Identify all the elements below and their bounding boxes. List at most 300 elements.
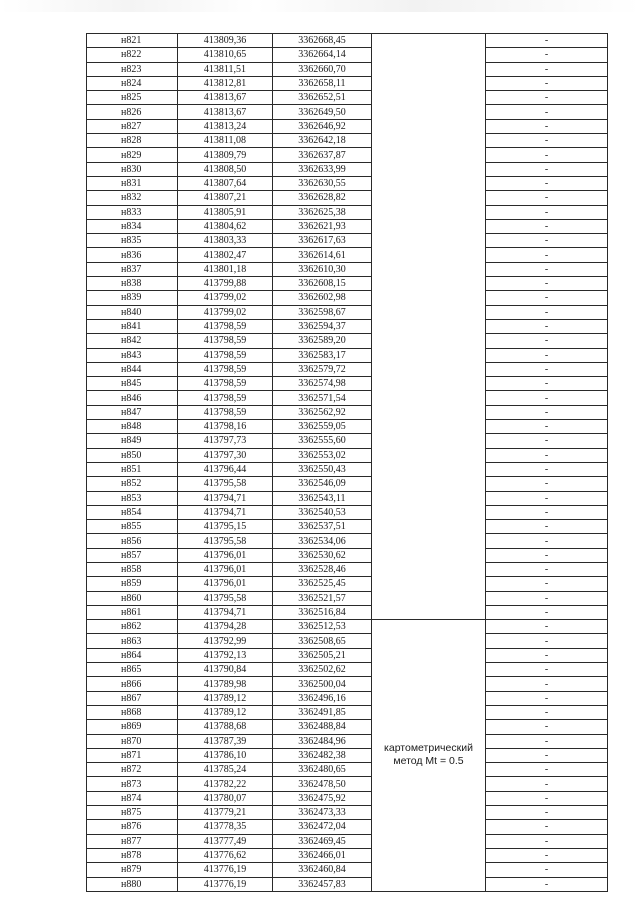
x-coordinate-cell: 413789,12: [178, 705, 273, 719]
point-name-cell: н877: [87, 834, 178, 848]
x-coordinate-cell: 413808,50: [178, 162, 273, 176]
dash-cell: -: [486, 677, 608, 691]
y-coordinate-cell: 3362478,50: [273, 777, 372, 791]
point-name-cell: н880: [87, 877, 178, 891]
y-coordinate-cell: 3362534,06: [273, 534, 372, 548]
point-name-cell: н841: [87, 319, 178, 333]
table-row: [87, 148, 608, 162]
point-name-cell: н853: [87, 491, 178, 505]
x-coordinate-cell: 413779,21: [178, 806, 273, 820]
point-name-cell: н836: [87, 248, 178, 262]
x-coordinate-cell: 413795,58: [178, 591, 273, 605]
x-coordinate-cell: 413813,67: [178, 91, 273, 105]
table-row: [87, 205, 608, 219]
dash-cell: -: [486, 291, 608, 305]
table-row: [87, 577, 608, 591]
point-name-cell: н873: [87, 777, 178, 791]
point-name-cell: н857: [87, 548, 178, 562]
x-coordinate-cell: 413804,62: [178, 219, 273, 233]
point-name-cell: н862: [87, 620, 178, 634]
y-coordinate-cell: 3362583,17: [273, 348, 372, 362]
coordinates-table-body: [87, 34, 608, 892]
table-row: [87, 534, 608, 548]
dash-cell: -: [486, 591, 608, 605]
table-row: [87, 791, 608, 805]
point-name-cell: н828: [87, 134, 178, 148]
point-name-cell: н846: [87, 391, 178, 405]
x-coordinate-cell: 413807,64: [178, 176, 273, 190]
table-row: [87, 91, 608, 105]
table-row: [87, 434, 608, 448]
point-name-cell: н878: [87, 848, 178, 862]
dash-cell: -: [486, 234, 608, 248]
table-row: [87, 305, 608, 319]
dash-cell: -: [486, 462, 608, 476]
dash-cell: -: [486, 620, 608, 634]
x-coordinate-cell: 413776,62: [178, 848, 273, 862]
x-coordinate-cell: 413797,30: [178, 448, 273, 462]
dash-cell: -: [486, 448, 608, 462]
point-name-cell: н868: [87, 705, 178, 719]
x-coordinate-cell: 413789,12: [178, 691, 273, 705]
table-row: [87, 491, 608, 505]
y-coordinate-cell: 3362555,60: [273, 434, 372, 448]
table-row: [87, 505, 608, 519]
y-coordinate-cell: 3362621,93: [273, 219, 372, 233]
dash-cell: -: [486, 777, 608, 791]
table-row: [87, 648, 608, 662]
dash-cell: -: [486, 191, 608, 205]
point-name-cell: н847: [87, 405, 178, 419]
x-coordinate-cell: 413786,10: [178, 748, 273, 762]
point-name-cell: н821: [87, 34, 178, 48]
x-coordinate-cell: 413803,33: [178, 234, 273, 248]
table-row: [87, 748, 608, 762]
dash-cell: -: [486, 577, 608, 591]
point-name-cell: н844: [87, 362, 178, 376]
table-row: [87, 262, 608, 276]
table-row: [87, 777, 608, 791]
method-cell-empty: [372, 34, 486, 620]
table-row: [87, 720, 608, 734]
x-coordinate-cell: 413785,24: [178, 763, 273, 777]
x-coordinate-cell: 413813,24: [178, 119, 273, 133]
table-row: [87, 763, 608, 777]
y-coordinate-cell: 3362516,84: [273, 605, 372, 619]
x-coordinate-cell: 413799,88: [178, 277, 273, 291]
x-coordinate-cell: 413787,39: [178, 734, 273, 748]
y-coordinate-cell: 3362594,37: [273, 319, 372, 333]
table-row: [87, 362, 608, 376]
y-coordinate-cell: 3362553,02: [273, 448, 372, 462]
y-coordinate-cell: 3362598,67: [273, 305, 372, 319]
y-coordinate-cell: 3362480,65: [273, 763, 372, 777]
dash-cell: -: [486, 505, 608, 519]
x-coordinate-cell: 413813,67: [178, 105, 273, 119]
dash-cell: -: [486, 219, 608, 233]
point-name-cell: н822: [87, 48, 178, 62]
y-coordinate-cell: 3362668,45: [273, 34, 372, 48]
x-coordinate-cell: 413798,16: [178, 420, 273, 434]
table-row: [87, 62, 608, 76]
dash-cell: -: [486, 648, 608, 662]
dash-cell: -: [486, 405, 608, 419]
x-coordinate-cell: 413782,22: [178, 777, 273, 791]
point-name-cell: н861: [87, 605, 178, 619]
y-coordinate-cell: 3362642,18: [273, 134, 372, 148]
y-coordinate-cell: 3362475,92: [273, 791, 372, 805]
y-coordinate-cell: 3362491,85: [273, 705, 372, 719]
point-name-cell: н848: [87, 420, 178, 434]
y-coordinate-cell: 3362574,98: [273, 377, 372, 391]
point-name-cell: н879: [87, 863, 178, 877]
dash-cell: -: [486, 820, 608, 834]
dash-cell: -: [486, 362, 608, 376]
point-name-cell: н874: [87, 791, 178, 805]
table-row: [87, 105, 608, 119]
table-row: [87, 420, 608, 434]
y-coordinate-cell: 3362633,99: [273, 162, 372, 176]
dash-cell: -: [486, 477, 608, 491]
x-coordinate-cell: 413788,68: [178, 720, 273, 734]
y-coordinate-cell: 3362546,09: [273, 477, 372, 491]
table-row: [87, 877, 608, 891]
table-row: [87, 334, 608, 348]
point-name-cell: н854: [87, 505, 178, 519]
point-name-cell: н858: [87, 562, 178, 576]
point-name-cell: н842: [87, 334, 178, 348]
y-coordinate-cell: 3362472,04: [273, 820, 372, 834]
dash-cell: -: [486, 791, 608, 805]
dash-cell: -: [486, 262, 608, 276]
dash-cell: -: [486, 420, 608, 434]
method-cell: картометрический метод Mt = 0.5: [372, 620, 486, 892]
dash-cell: -: [486, 34, 608, 48]
table-row: [87, 734, 608, 748]
table-row: [87, 848, 608, 862]
y-coordinate-cell: 3362652,51: [273, 91, 372, 105]
table-row: [87, 377, 608, 391]
table-row: [87, 806, 608, 820]
dash-cell: -: [486, 663, 608, 677]
x-coordinate-cell: 413795,58: [178, 477, 273, 491]
dash-cell: -: [486, 863, 608, 877]
y-coordinate-cell: 3362505,21: [273, 648, 372, 662]
dash-cell: -: [486, 377, 608, 391]
point-name-cell: н851: [87, 462, 178, 476]
x-coordinate-cell: 413776,19: [178, 877, 273, 891]
table-row: [87, 605, 608, 619]
y-coordinate-cell: 3362614,61: [273, 248, 372, 262]
table-row: [87, 319, 608, 333]
point-name-cell: н850: [87, 448, 178, 462]
table-row: [87, 234, 608, 248]
table-row: [87, 191, 608, 205]
dash-cell: -: [486, 848, 608, 862]
point-name-cell: н824: [87, 76, 178, 90]
y-coordinate-cell: 3362602,98: [273, 291, 372, 305]
table-row: [87, 76, 608, 90]
y-coordinate-cell: 3362512,53: [273, 620, 372, 634]
y-coordinate-cell: 3362625,38: [273, 205, 372, 219]
dash-cell: -: [486, 434, 608, 448]
y-coordinate-cell: 3362528,46: [273, 562, 372, 576]
y-coordinate-cell: 3362562,92: [273, 405, 372, 419]
y-coordinate-cell: 3362550,43: [273, 462, 372, 476]
point-name-cell: н863: [87, 634, 178, 648]
x-coordinate-cell: 413795,15: [178, 520, 273, 534]
x-coordinate-cell: 413807,21: [178, 191, 273, 205]
point-name-cell: н843: [87, 348, 178, 362]
x-coordinate-cell: 413798,59: [178, 348, 273, 362]
y-coordinate-cell: 3362628,82: [273, 191, 372, 205]
table-row: [87, 291, 608, 305]
x-coordinate-cell: 413778,35: [178, 820, 273, 834]
point-name-cell: н839: [87, 291, 178, 305]
y-coordinate-cell: 3362502,62: [273, 663, 372, 677]
table-row: [87, 248, 608, 262]
x-coordinate-cell: 413798,59: [178, 319, 273, 333]
dash-cell: -: [486, 248, 608, 262]
dash-cell: -: [486, 520, 608, 534]
dash-cell: -: [486, 705, 608, 719]
dash-cell: -: [486, 48, 608, 62]
x-coordinate-cell: 413809,79: [178, 148, 273, 162]
y-coordinate-cell: 3362496,16: [273, 691, 372, 705]
x-coordinate-cell: 413812,81: [178, 76, 273, 90]
dash-cell: -: [486, 348, 608, 362]
dash-cell: -: [486, 534, 608, 548]
y-coordinate-cell: 3362530,62: [273, 548, 372, 562]
x-coordinate-cell: 413809,36: [178, 34, 273, 48]
y-coordinate-cell: 3362466,01: [273, 848, 372, 862]
point-name-cell: н831: [87, 176, 178, 190]
y-coordinate-cell: 3362649,50: [273, 105, 372, 119]
x-coordinate-cell: 413795,58: [178, 534, 273, 548]
point-name-cell: н865: [87, 663, 178, 677]
point-name-cell: н876: [87, 820, 178, 834]
y-coordinate-cell: 3362571,54: [273, 391, 372, 405]
x-coordinate-cell: 413790,84: [178, 663, 273, 677]
x-coordinate-cell: 413796,01: [178, 577, 273, 591]
point-name-cell: н826: [87, 105, 178, 119]
dash-cell: -: [486, 548, 608, 562]
table-row: [87, 34, 608, 48]
dash-cell: -: [486, 319, 608, 333]
y-coordinate-cell: 3362637,87: [273, 148, 372, 162]
point-name-cell: н852: [87, 477, 178, 491]
x-coordinate-cell: 413805,91: [178, 205, 273, 219]
x-coordinate-cell: 413789,98: [178, 677, 273, 691]
point-name-cell: н833: [87, 205, 178, 219]
x-coordinate-cell: 413801,18: [178, 262, 273, 276]
table-row: [87, 448, 608, 462]
dash-cell: -: [486, 62, 608, 76]
point-name-cell: н823: [87, 62, 178, 76]
y-coordinate-cell: 3362460,84: [273, 863, 372, 877]
table-row: [87, 834, 608, 848]
dash-cell: -: [486, 605, 608, 619]
y-coordinate-cell: 3362646,92: [273, 119, 372, 133]
x-coordinate-cell: 413796,44: [178, 462, 273, 476]
x-coordinate-cell: 413798,59: [178, 377, 273, 391]
y-coordinate-cell: 3362540,53: [273, 505, 372, 519]
table-row: [87, 520, 608, 534]
table-row: [87, 863, 608, 877]
y-coordinate-cell: 3362543,11: [273, 491, 372, 505]
x-coordinate-cell: 413798,59: [178, 362, 273, 376]
dash-cell: -: [486, 305, 608, 319]
table-row: [87, 134, 608, 148]
dash-cell: -: [486, 205, 608, 219]
table-row: [87, 277, 608, 291]
x-coordinate-cell: 413811,51: [178, 62, 273, 76]
y-coordinate-cell: 3362473,33: [273, 806, 372, 820]
x-coordinate-cell: 413777,49: [178, 834, 273, 848]
y-coordinate-cell: 3362617,63: [273, 234, 372, 248]
point-name-cell: н829: [87, 148, 178, 162]
point-name-cell: н840: [87, 305, 178, 319]
x-coordinate-cell: 413776,19: [178, 863, 273, 877]
table-row: [87, 48, 608, 62]
y-coordinate-cell: 3362608,15: [273, 277, 372, 291]
table-row: [87, 620, 608, 634]
dash-cell: -: [486, 834, 608, 848]
x-coordinate-cell: 413796,01: [178, 562, 273, 576]
table-row: [87, 548, 608, 562]
dash-cell: -: [486, 162, 608, 176]
y-coordinate-cell: 3362630,55: [273, 176, 372, 190]
dash-cell: -: [486, 119, 608, 133]
dash-cell: -: [486, 734, 608, 748]
dash-cell: -: [486, 91, 608, 105]
y-coordinate-cell: 3362469,45: [273, 834, 372, 848]
table-row: [87, 348, 608, 362]
dash-cell: -: [486, 105, 608, 119]
table-row: [87, 119, 608, 133]
scan-header-strip: [0, 0, 640, 12]
point-name-cell: н825: [87, 91, 178, 105]
y-coordinate-cell: 3362537,51: [273, 520, 372, 534]
point-name-cell: н834: [87, 219, 178, 233]
dash-cell: -: [486, 176, 608, 190]
point-name-cell: н849: [87, 434, 178, 448]
point-name-cell: н830: [87, 162, 178, 176]
point-name-cell: н827: [87, 119, 178, 133]
x-coordinate-cell: 413792,13: [178, 648, 273, 662]
table-row: [87, 691, 608, 705]
x-coordinate-cell: 413810,65: [178, 48, 273, 62]
point-name-cell: н875: [87, 806, 178, 820]
point-name-cell: н867: [87, 691, 178, 705]
dash-cell: -: [486, 634, 608, 648]
y-coordinate-cell: 3362559,05: [273, 420, 372, 434]
table-row: [87, 562, 608, 576]
point-name-cell: н837: [87, 262, 178, 276]
dash-cell: -: [486, 334, 608, 348]
dash-cell: -: [486, 877, 608, 891]
dash-cell: -: [486, 763, 608, 777]
table-row: [87, 462, 608, 476]
y-coordinate-cell: 3362610,30: [273, 262, 372, 276]
y-coordinate-cell: 3362525,45: [273, 577, 372, 591]
x-coordinate-cell: 413794,71: [178, 491, 273, 505]
point-name-cell: н835: [87, 234, 178, 248]
point-name-cell: н870: [87, 734, 178, 748]
y-coordinate-cell: 3362488,84: [273, 720, 372, 734]
table-row: [87, 477, 608, 491]
y-coordinate-cell: 3362484,96: [273, 734, 372, 748]
x-coordinate-cell: 413794,71: [178, 605, 273, 619]
x-coordinate-cell: 413798,59: [178, 334, 273, 348]
x-coordinate-cell: 413811,08: [178, 134, 273, 148]
dash-cell: -: [486, 562, 608, 576]
point-name-cell: н832: [87, 191, 178, 205]
table-row: [87, 591, 608, 605]
point-name-cell: н856: [87, 534, 178, 548]
x-coordinate-cell: 413796,01: [178, 548, 273, 562]
dash-cell: -: [486, 806, 608, 820]
y-coordinate-cell: 3362660,70: [273, 62, 372, 76]
point-name-cell: н864: [87, 648, 178, 662]
table-row: [87, 677, 608, 691]
table-row: [87, 176, 608, 190]
dash-cell: -: [486, 491, 608, 505]
table-row: [87, 634, 608, 648]
point-name-cell: н859: [87, 577, 178, 591]
x-coordinate-cell: 413794,71: [178, 505, 273, 519]
x-coordinate-cell: 413794,28: [178, 620, 273, 634]
table-row: [87, 663, 608, 677]
point-name-cell: н872: [87, 763, 178, 777]
x-coordinate-cell: 413798,59: [178, 405, 273, 419]
table-row: [87, 162, 608, 176]
dash-cell: -: [486, 391, 608, 405]
y-coordinate-cell: 3362579,72: [273, 362, 372, 376]
x-coordinate-cell: 413802,47: [178, 248, 273, 262]
x-coordinate-cell: 413799,02: [178, 305, 273, 319]
y-coordinate-cell: 3362521,57: [273, 591, 372, 605]
x-coordinate-cell: 413792,99: [178, 634, 273, 648]
table-row: [87, 391, 608, 405]
table-row: [87, 405, 608, 419]
dash-cell: -: [486, 277, 608, 291]
y-coordinate-cell: 3362658,11: [273, 76, 372, 90]
dash-cell: -: [486, 148, 608, 162]
y-coordinate-cell: 3362457,83: [273, 877, 372, 891]
table-row: [87, 820, 608, 834]
point-name-cell: н869: [87, 720, 178, 734]
point-name-cell: н845: [87, 377, 178, 391]
point-name-cell: н866: [87, 677, 178, 691]
table-row: [87, 705, 608, 719]
y-coordinate-cell: 3362500,04: [273, 677, 372, 691]
y-coordinate-cell: 3362664,14: [273, 48, 372, 62]
dash-cell: -: [486, 748, 608, 762]
point-name-cell: н855: [87, 520, 178, 534]
dash-cell: -: [486, 720, 608, 734]
table-row: [87, 219, 608, 233]
coordinates-table: [86, 33, 608, 892]
x-coordinate-cell: 413799,02: [178, 291, 273, 305]
x-coordinate-cell: 413780,07: [178, 791, 273, 805]
x-coordinate-cell: 413798,59: [178, 391, 273, 405]
dash-cell: -: [486, 691, 608, 705]
dash-cell: -: [486, 134, 608, 148]
point-name-cell: н860: [87, 591, 178, 605]
y-coordinate-cell: 3362589,20: [273, 334, 372, 348]
point-name-cell: н871: [87, 748, 178, 762]
